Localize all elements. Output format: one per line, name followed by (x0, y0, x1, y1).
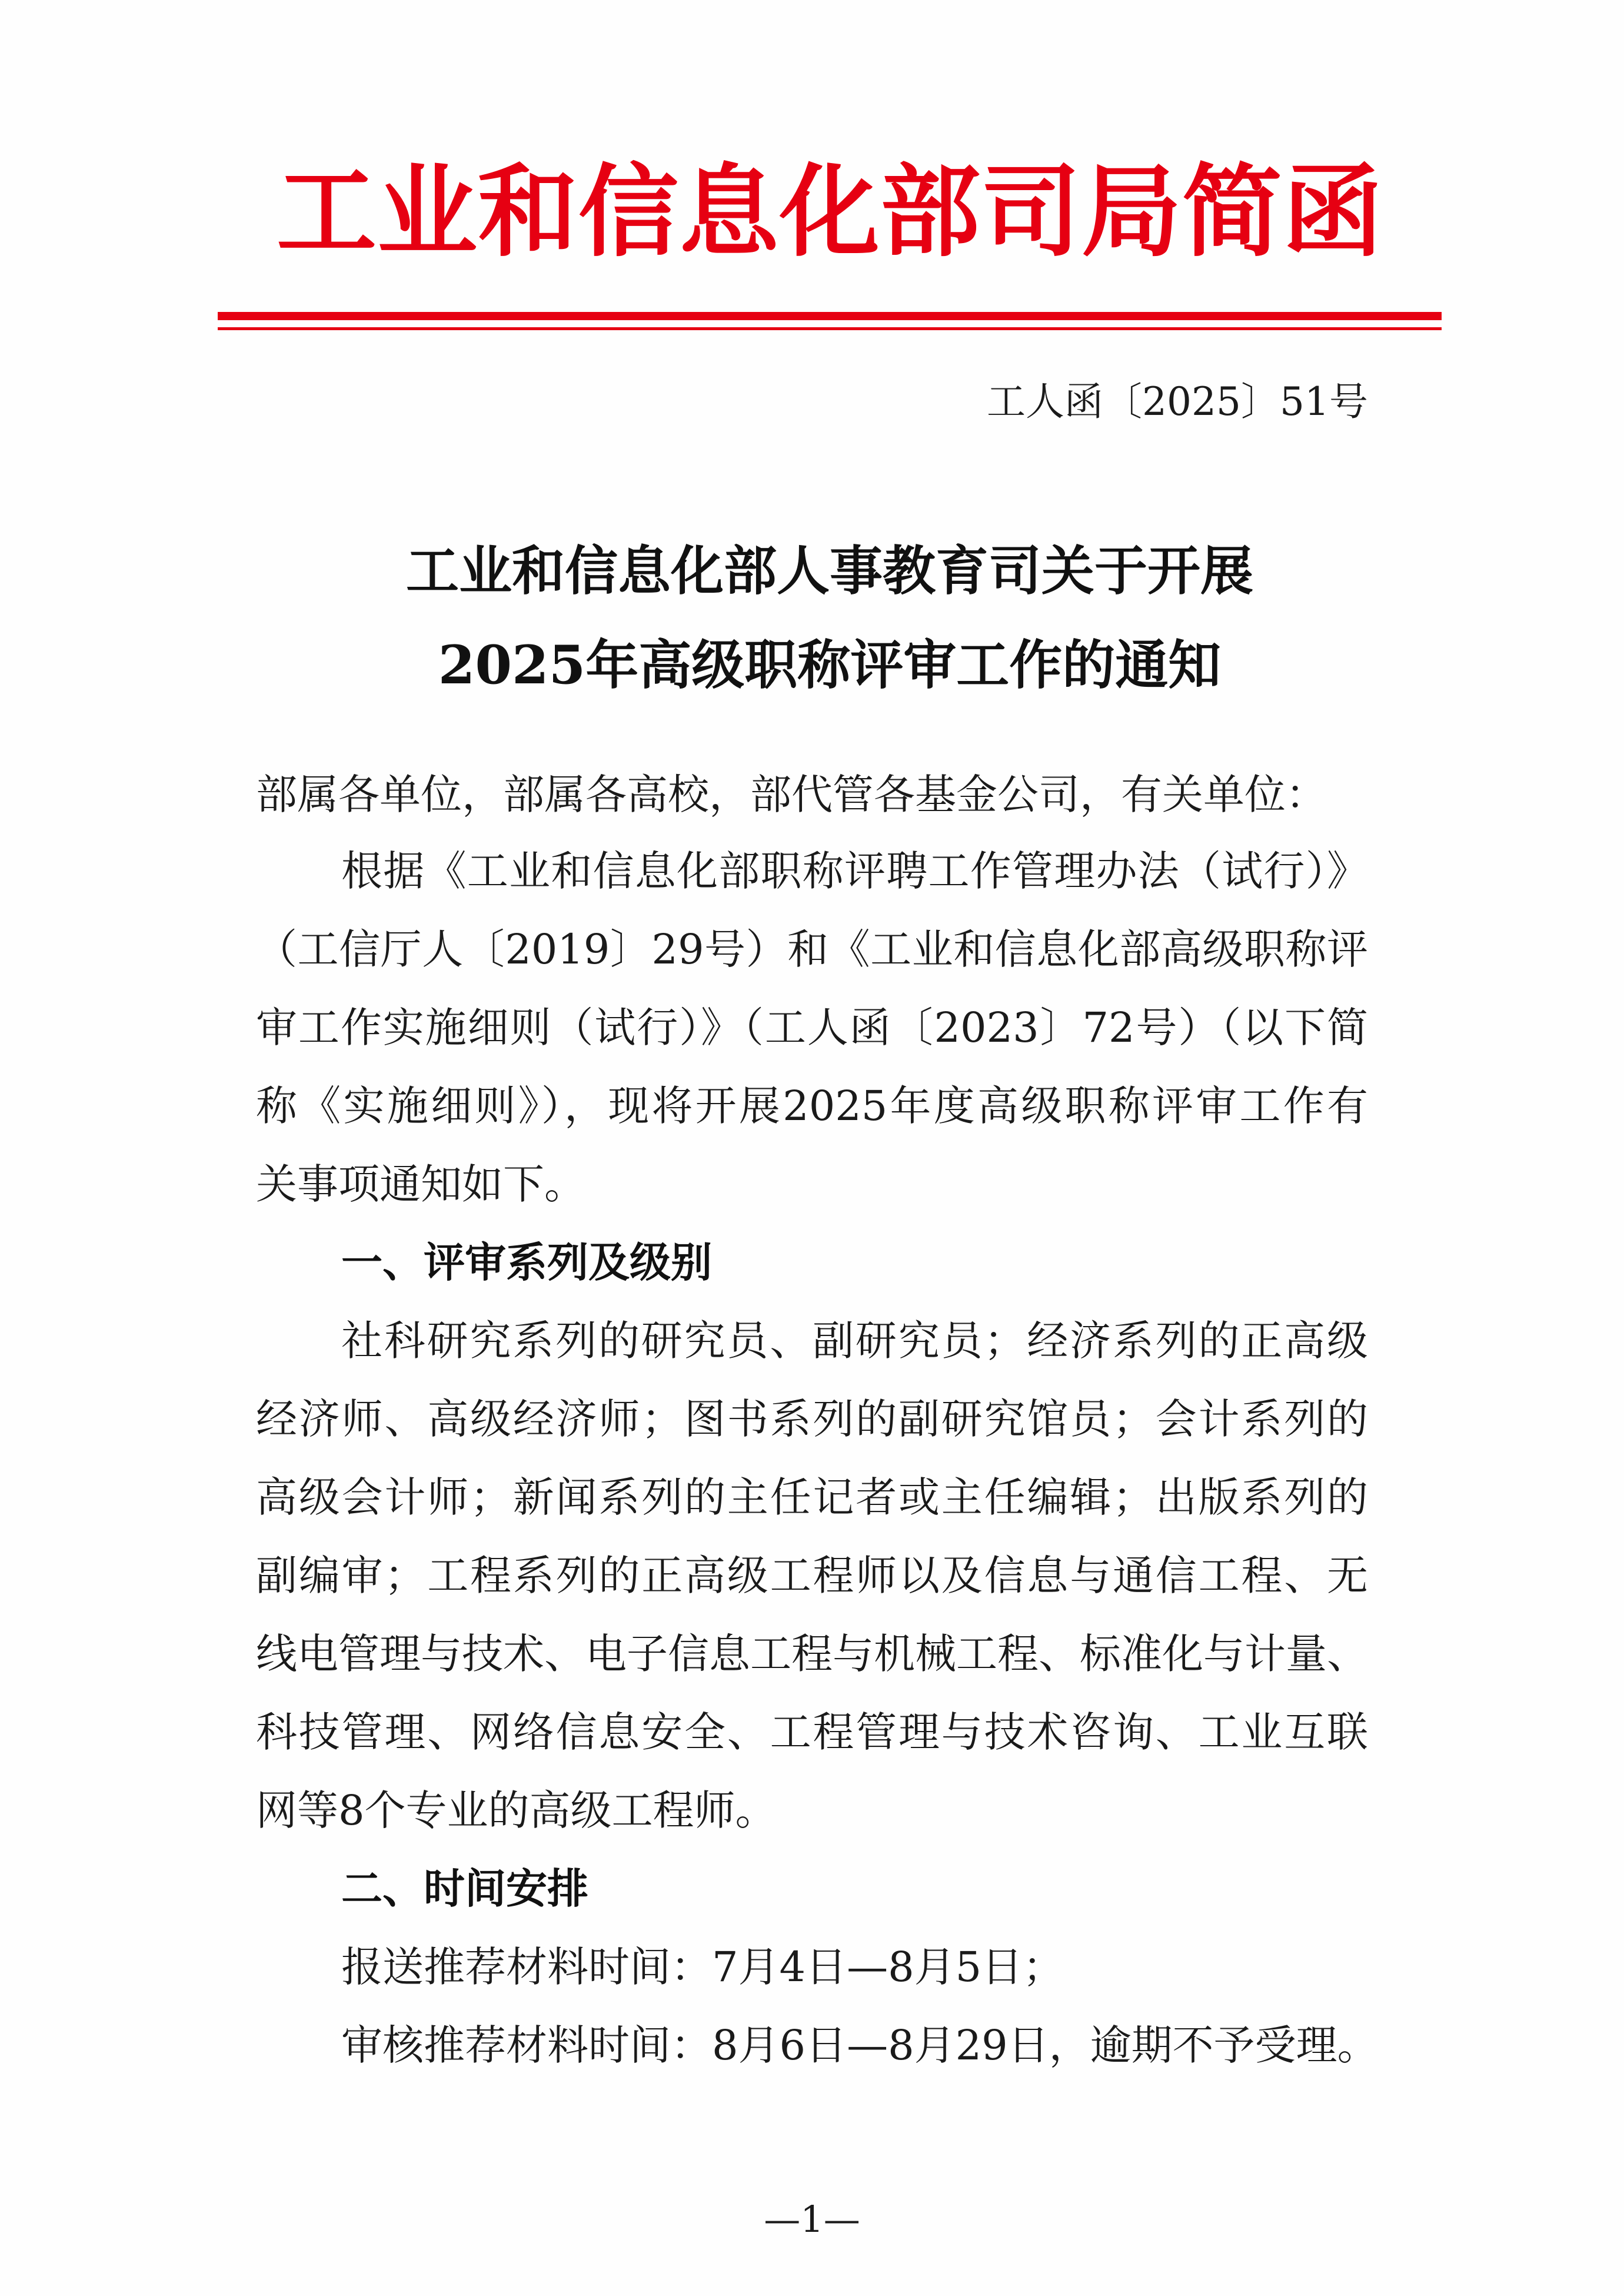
paragraph-line: 科技管理、网络信息安全、工程管理与技术咨询、工业互联 (256, 1708, 1368, 1756)
document-title-line-2: 2025年高级职称评审工作的通知 (438, 634, 1222, 696)
paragraph-line: 高级会计师；新闻系列的主任记者或主任编辑；出版系列的 (256, 1473, 1368, 1521)
paragraph-line: 网等8个专业的高级工程师。 (256, 1786, 777, 1835)
masthead-char: 部 (880, 153, 980, 271)
section-heading-1: 一、评审系列及级别 (341, 1238, 712, 1287)
masthead-char: 业 (377, 153, 477, 271)
masthead-char: 局 (1081, 153, 1182, 271)
masthead-char: 和 (477, 153, 578, 271)
page-number: —1— (764, 2198, 860, 2241)
section-heading-2: 二、时间安排 (341, 1865, 588, 1913)
masthead-char: 工 (277, 153, 377, 271)
masthead-char: 信 (578, 153, 678, 271)
salutation: 部属各单位，部属各高校，部代管各基金公司，有关单位： (256, 770, 1327, 819)
masthead-title (277, 153, 1383, 271)
masthead-divider-thin (218, 327, 1442, 330)
document-number: 工人函〔2025〕51号 (987, 379, 1368, 424)
paragraph-line: （工信厅人〔2019〕29号）和《工业和信息化部高级职称评 (256, 925, 1368, 973)
paragraph-line: 关事项通知如下。 (256, 1160, 585, 1208)
document-title-line-1: 工业和信息化部人事教育司关于开展 (406, 540, 1253, 602)
paragraph-line: 根据《工业和信息化部职称评聘工作管理办法（试行）》 (341, 847, 1368, 895)
paragraph-line: 经济师、高级经济师；图书系列的副研究馆员；会计系列的 (256, 1395, 1368, 1443)
masthead-char: 简 (1182, 153, 1282, 271)
paragraph-line: 线电管理与技术、电子信息工程与机械工程、标准化与计量、 (256, 1630, 1368, 1678)
masthead-divider-thick (218, 312, 1442, 320)
schedule-line: 审核推荐材料时间：8月6日—8月29日，逾期不予受理。 (341, 2021, 1379, 2069)
paragraph-line: 副编审；工程系列的正高级工程师以及信息与通信工程、无 (256, 1551, 1368, 1600)
schedule-line: 报送推荐材料时间：7月4日—8月5日； (341, 1943, 1064, 1991)
paragraph-line: 审工作实施细则（试行）》（工人函〔2023〕72号）（以下简 (256, 1004, 1368, 1052)
masthead-char: 函 (1282, 153, 1383, 271)
masthead-char: 化 (779, 153, 880, 271)
masthead-char: 息 (678, 153, 779, 271)
paragraph-line: 社科研究系列的研究员、副研究员；经济系列的正高级 (341, 1317, 1368, 1365)
masthead-char: 司 (980, 153, 1081, 271)
paragraph-line: 称《实施细则》），现将开展2025年度高级职称评审工作有 (256, 1082, 1368, 1130)
